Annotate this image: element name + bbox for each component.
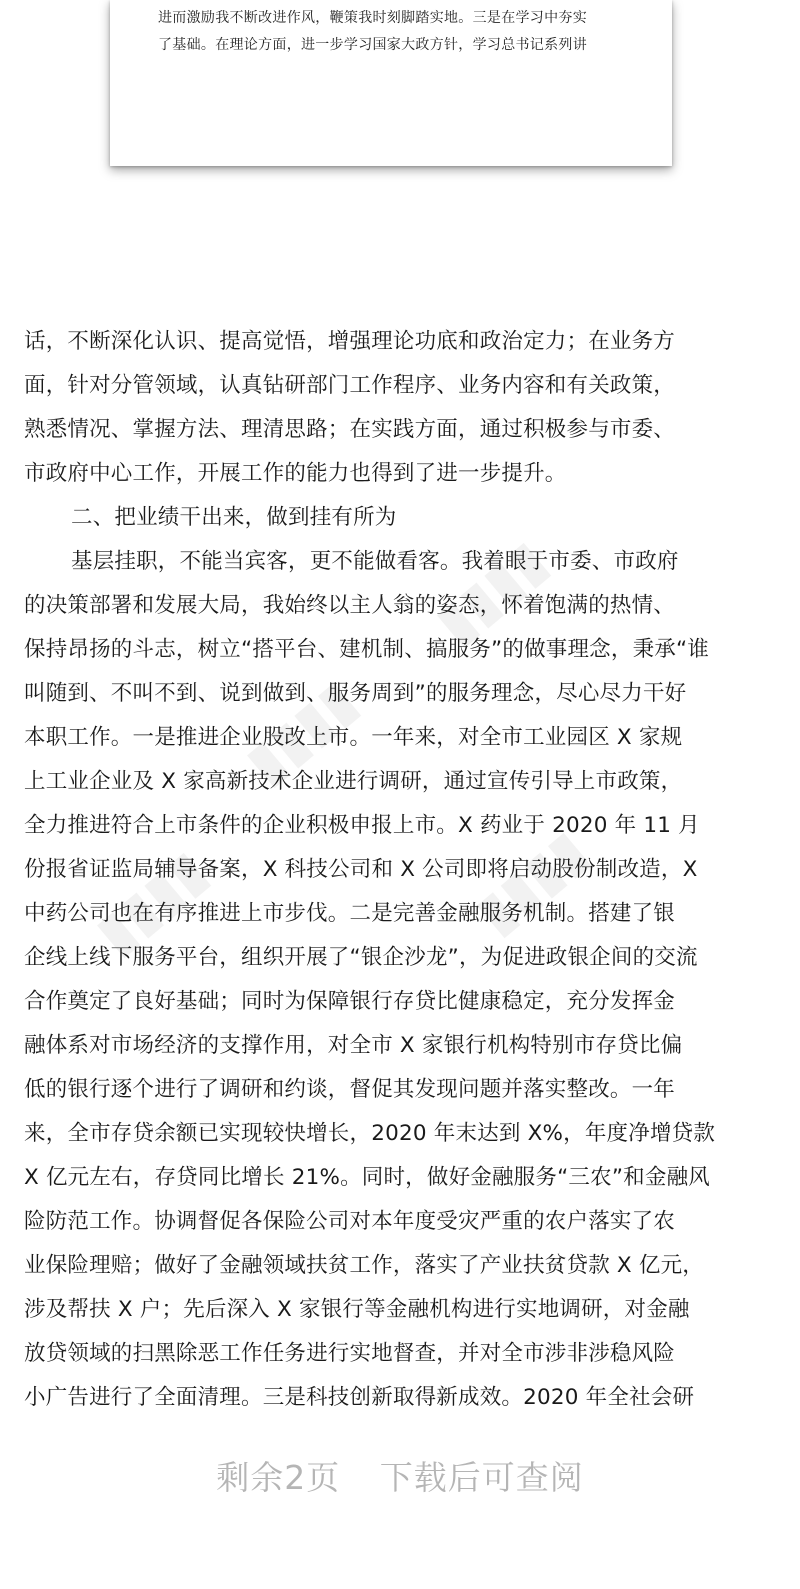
body-line: 叫随到、不叫不到、说到做到、服务周到”的服务理念，尽心尽力干好 [24, 681, 687, 706]
body-line: 融体系对市场经济的支撑作用，对全市 X 家银行机构特别市存贷比偏 [24, 1033, 683, 1058]
body-line: 话，不断深化认识、提高觉悟，增强理论功底和政治定力；在业务方 [24, 329, 676, 354]
body-line: 中药公司也在有序推进上市步伐。二是完善金融服务机制。搭建了银 [24, 901, 676, 926]
body-line: 熟悉情况、掌握方法、理清思路；在实践方面，通过积极参与市委、 [24, 417, 676, 442]
body-line: 面，针对分管领域，认真钻研部门工作程序、业务内容和有关政策， [24, 373, 676, 398]
watermark-graphic: ▮▮▮▮ [83, 837, 220, 968]
preview-text-line: 进而激励我不断改进作风，鞭策我时刻脚踏实地。三是在学习中夯实 [158, 10, 587, 26]
download-prompt[interactable] [0, 1452, 800, 1499]
body-line: 市政府中心工作，开展工作的能力也得到了进一步提升。 [24, 461, 567, 486]
body-line: 来，全市存贷余额已实现较快增长，2020 年末达到 X%，年度净增贷款 [24, 1121, 716, 1146]
body-line: 的决策部署和发展大局，我始终以主人翁的姿态，怀着饱满的热情、 [24, 593, 676, 618]
body-line: 保持昂扬的斗志，树立“搭平台、建机制、搞服务”的做事理念，秉承“谁 [24, 637, 710, 662]
section-heading: 二、把业绩干出来，做到挂有所为 [71, 505, 397, 530]
body-line: 上工业企业及 X 家高新技术企业进行调研，通过宣传引导上市政策， [24, 769, 683, 794]
preview-text-line: 了基础。在理论方面，进一步学习国家大政方针，学习总书记系列讲 [158, 37, 587, 53]
body-line: 涉及帮扶 X 户；先后深入 X 家银行等金融机构进行实地调研，对金融 [24, 1297, 690, 1322]
body-line: X 亿元左右，存贷同比增长 21%。同时，做好金融服务“三农”和金融风 [24, 1165, 710, 1190]
body-line: 合作奠定了良好基础；同时为保障银行存贷比健康稳定，充分发挥金 [24, 989, 676, 1014]
body-line: 基层挂职，不能当宾客，更不能做看客。我着眼于市委、市政府 [71, 549, 679, 574]
download-hint-label[interactable]: 下载后可查阅 [379, 1458, 584, 1497]
document-body [24, 320, 776, 1420]
body-line: 低的银行逐个进行了调研和约谈，督促其发现问题并落实整改。一年 [24, 1077, 676, 1102]
body-line: 企线上线下服务平台，组织开展了“银企沙龙”，为促进政银企间的交流 [24, 945, 698, 970]
body-line: 放贷领域的扫黑除恶工作任务进行实地督查，并对全市涉非涉稳风险 [24, 1341, 676, 1366]
body-line: 业保险理赔；做好了金融领域扶贫工作，落实了产业扶贫贷款 X 亿元， [24, 1253, 705, 1278]
body-line: 全力推进符合上市条件的企业积极申报上市。X 药业于 2020 年 11 月 [24, 813, 700, 838]
watermark-graphic: ▮▮▮▮ [463, 817, 600, 948]
body-line: 份报省证监局辅导备案，X 科技公司和 X 公司即将启动股份制改造，X [24, 857, 698, 882]
remaining-pages-label[interactable]: 剩余2页 [216, 1458, 341, 1497]
watermark-graphic: ▮▮▮▮ [233, 667, 370, 798]
watermark-graphic: ▮▮▮▮ [423, 527, 560, 658]
body-line: 险防范工作。协调督促各保险公司对本年度受灾严重的农户落实了农 [24, 1209, 676, 1234]
body-line: 小广告进行了全面清理。三是科技创新取得新成效。2020 年全社会研 [24, 1385, 695, 1410]
body-line: 本职工作。一是推进企业股改上市。一年来，对全市工业园区 X 家规 [24, 725, 683, 750]
preview-card [110, 0, 672, 166]
